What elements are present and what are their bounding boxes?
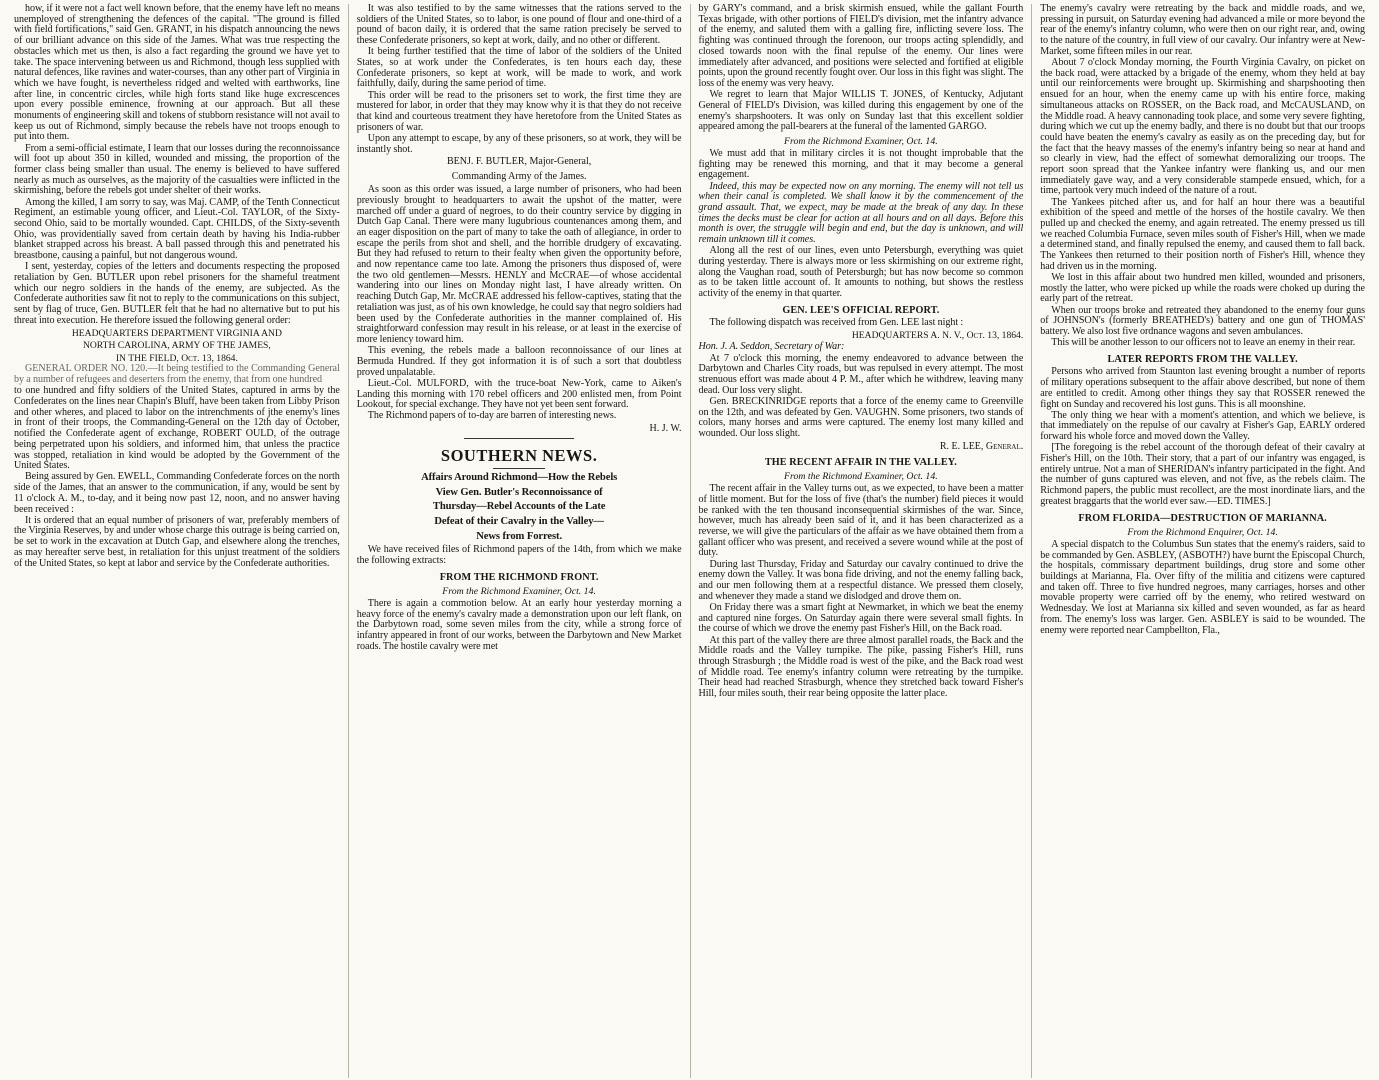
subheadline-line: Thursday—Rebel Accounts of the Late <box>432 501 606 513</box>
paragraph: Indeed, this may be expected now on any morning. The enemy will not tell us when their canal is completed. We shall know it by the commencement of the grand assault. That, we expect, may be made at the break of any day. In these times the decks must be clear for action at all hours and on all days. Before this month is over, the struggle will begin and end, but the day is unknown, and will remain unknown till it comes. <box>698 180 1024 246</box>
paragraph: As soon as this order was issued, a large number of prisoners, who had been previously brought to headquarters to await the upshot of the matter, were marched off under a guard of negroes, to do their country service by digging in Dutch Gap Canal. There were many lugubrious countenances among them, and an eager disposition on the part of many to take the oath of allegiance, in order to escape the perils from shot and shell, and the horrible drudgery of excavating. But they had refused to return to their fealty when given the opportunity before, and now repentance came too late. Among the prisoners thus disposed of, were the two old gentlemen—Messrs. HENLY and McCRAE—of whose accidental wandering into our lines on Monday night last, I have already written. On reaching Dutch Gap, Mr. McCRAE addressed his fellow-captives, stating that the retaliation was just, as of his own knowledge, he could say that negro soldiers had been used by the Confederate authorities in the manner complained of. His straightforward confession may result in his release, or at least in the exercise of more leniency toward him. <box>356 184 682 345</box>
section-headline: SOUTHERN NEWS. <box>440 446 598 466</box>
paragraph: It was also testified to by the same witnesses that the rations served to the soldiers of the United States, so to labor, is one pound of flour and one-third of a pound of bacon daily, it is ordered that the same ration precisely be served to these Confederate prisoners, so kept at work, daily, and no other or different. <box>356 3 682 47</box>
paragraph: We lost in this affair about two hundred men killed, wounded and prisoners, mostly the latter, who were picked up while the roads were choked up during the early part of the retreat. <box>1040 272 1365 305</box>
paragraph: There is again a commotion below. At an early hour yesterday morning a heavy force of the enemy's cavalry made a demonstration upon our left flank, on the Darbytown road, some seven miles from the city, while a strong force of infantry appeared in front of our works, between the Darbytown and New Market roads. The hostile cavalry were met <box>356 597 682 652</box>
column-4 <box>1031 4 1373 1078</box>
paragraph: Among the killed, I am sorry to say, was Maj. CAMP, of the Tenth Connecticut Regiment, an estimable young officer, and Lieut.-Col. TAYLOR, of the Sixty-second Ohio, said to be mortally wounded. Capt. CHILDS, of the Sixty-seventh Ohio, was providentially saved from certain death by having his India-rubber blanket strapped across his breast. A ball passed through this and penetrated his breastbone, causing a painful, but not dangerous wound. <box>14 196 340 262</box>
subheadline-line: View Gen. Butler's Reconnoissance of <box>435 486 603 498</box>
section-divider <box>464 438 574 439</box>
paragraph: During last Thursday, Friday and Saturday our cavalry continued to drive the enemy down the Valley. It was bona fide driving, and not the enemy falling back, and our men following them at a respectful distance. We pressed them closely, and whenever they made a stand we dislodged and drove them on. <box>698 558 1024 602</box>
paragraph: The Yankees pitched after us, and for half an hour there was a beautiful exhibition of the speed and mettle of the horses of the hostile cavalry. We then pulled up and checked the enemy, and again retreated. The enemy pressed us till we reached Columbia Furnace, seven miles south of Fisher's Hill, when we made a determined stand, and finally repulsed the enemy, and caused them to fall back. The Yankees then returned to their position north of Fisher's Hill, whence they had driven us in the morning. <box>1040 196 1365 272</box>
paragraph: Being assured by Gen. EWELL, Commanding Confederate forces on the north side of the James, that an answer to the communication, if any, would be sent by 11 o'clock A. M., to-day, and it being now past 12, noon, and no answer having been received : <box>14 471 340 515</box>
paragraph: how, if it were not a fact well known before, that the enemy have left no means unemployed of strengthening the defences of the capital. "The ground is filled with field fortifications," said Gen. GRANT, in his dispatch announcing the news of our brilliant advance on this side of the James. What was true respecting the obstacles which met us then, is also a fact regarding the ground we have yet to take. The space intervening between us and Richmond, though less supplied with natural defences, like ravines and water-courses, than any other part of Virginia in which we have fought, is nevertheless ridged and welted with earthworks, line after line, in concentric circles, while high forts stand like huge excrescences upon every possible eminence, frowning at our approach. But all these monuments of engineering skill and tokens of stubborn resistance will not avail to keep us out of Richmond, simply because the rebels have not troops enough to put into them. <box>14 3 340 143</box>
signature-line: Commanding Army of the James. <box>451 170 587 182</box>
paragraph: It is ordered that an equal number of prisoners of war, preferably members of the Virginia Reserves, by and under whose charge this outrage is being carried on, be set to work in the excavation at Dutch Gap, and elsewhere along the trenches, as may hereafter serve best, in retaliation for this unjust treatment of the soldiers of the United States, so kept at labor and service by the Confederate authorities. <box>14 514 340 569</box>
paragraph: About 7 o'clock Monday morning, the Fourth Virginia Cavalry, on picket on the back road, were attacked by a brigade of the enemy, whom they held at bay until our reinforcements were brought up. Skirmishing and sharpshooting then ensued for an hour, when the enemy came up with his entire force, making simultaneous attacks on ROSSER, on the Back road, and McCAUSLAND, on the Middle road. A heavy cannonading took place, and some very severe fighting, during which we cut up the enemy badly, and there is no doubt but that our troops could have beaten the enemy's cavalry as easily as on the preceding day, but for the fact that the heavy masses of the enemy's infantry being so near at hand and so clearly in view, had the effect of somewhat demoralizing our troops. The report soon spread that the Yankee infantry were flanking us, and our men immediately gave way, and a very considerable stampede ensued, which, for a time, partook very much indeed of the nature of a rout. <box>1040 57 1365 197</box>
signature-line: R. E. LEE, General. <box>939 440 1024 452</box>
order-header-line: HEADQUARTERS DEPARTMENT VIRGINIA AND <box>71 327 282 339</box>
source-line: From the Richmond Examiner, Oct. 14. <box>784 135 938 147</box>
paragraph: Gen. BRECKINRIDGE reports that a force of the enemy came to Greenville on the 12th, and was defeated by Gen. VAUGHN. Some prisoners, two stands of colors, many horses and arms were captured. The enemy lost many killed and wounded. Our loss slight. <box>698 396 1024 440</box>
paragraph: It being further testified that the time of labor of the soldiers of the United States, so at work under the Confederates, is ten hours each day, these Confederate prisoners, so kept at work, will be made to work, and work faithfully, daily, during the same period of time. <box>356 46 682 90</box>
paragraph: Lieut.-Col. MULFORD, with the truce-boat New-York, came to Aiken's Landing this morning with 170 rebel officers and 200 enlisted men, from Point Lookout, for special exchange. They have not yet been sent forward. <box>356 377 682 411</box>
paragraph: The recent affair in the Valley turns out, as we expected, to have been a matter of little moment. But for the loss of five (that's the number) field pieces it would be ranked with the ten thousand inconsequential skirmishes of the war. Since, however, much has already been said of it, and it has been characterized as a reverse, we will give the particulars of the affair as we have obtained them from a gallant officer who was present, and received a severe wound while at the post of duty. <box>698 483 1024 559</box>
column-2 <box>348 4 690 1078</box>
paragraph: A special dispatch to the Columbus Sun states that the enemy's raiders, said to be commanded by Gen. ASBLEY, (ASBOTH?) have burnt the Episcopal Church, the hospitals, commissary department buildings, drug store and some other buildings at Marianna, Fla. Over fifty of the militia and citizens were captured and taken off. Three to five hundred negroes, many carriages, horses and other movable property were carried off by the enemy, who retired westward on Wednesday. We lost at Marianna six killed and seven wounded, as far as heard from. The enemy's loss was larger. Gen. ASBLEY is said to be wounded. The enemy were reported near Campbellton, Fla., <box>1040 538 1365 636</box>
source-line: From the Richmond Examiner, Oct. 14. <box>442 585 596 597</box>
sub-section-heading: FROM THE RICHMOND FRONT. <box>439 571 599 583</box>
paragraph: This will be another lesson to our officers not to leave an enemy in their rear. <box>1051 337 1356 349</box>
paragraph: At 7 o'clock this morning, the enemy endeavored to advance between the Darbytown and Charles City roads, but was repulsed in every attempt. The most strenuous effort was made about 4 P. M., after which he withdrew, leaving many dead. Our loss very slight. <box>698 352 1024 396</box>
paragraph: to one hundred and fifty soldiers of the United States, captured in arms by the Confederates on the lines near Chapin's Bluff, have been taken from Libby Prison and other wheres, and placed to labor on the intrenchments of jthe enemy's lines in front of their troops, the Commanding-General on the 12th day of October, notified the Confederate agent of exchange, ROBERT OULD, of the outrage being perpetrated upon his soldiers, and informed him, that unless the practice was stopped, retaliation in kind would be adopted by the Government of the United States. <box>14 385 340 472</box>
order-header-line: IN THE FIELD, Oct. 13, 1864. <box>115 352 238 364</box>
paragraph: The only thing we hear with a moment's attention, and which we believe, is that immediately on the repulse of our cavalry at Fisher's Gap, EARLY ordered forward his whole force and moved down the Valley. <box>1040 409 1365 443</box>
headline-divider <box>493 468 545 469</box>
addressee: Hon. J. A. Seddon, Secretary of War: <box>698 341 845 353</box>
paragraph: Along all the rest of our lines, even unto Petersburgh, everything was quiet during yesterday. There is always more or less skirmishing on our extreme right, along the Vaughan road, south of Petersburgh; but has now become so common as to be taken little account of. It amounts to nothing, but shows the restless activity of the enemy in that quarter. <box>698 245 1024 300</box>
paragraph: Upon any attempt to escape, by any of these prisoners, so at work, they will be instantly shot. <box>356 132 682 155</box>
column-3 <box>690 4 1032 1078</box>
subheadline-line: Affairs Around Richmond—How the Rebels <box>421 472 618 484</box>
sub-section-heading: LATER REPORTS FROM THE VALLEY. <box>1107 354 1298 365</box>
paragraph: At this part of the valley there are three almost parallel roads, the Back and the Middle roads and the Valley turnpike. The pike, passing Fisher's Hill, runs through Strasburgh ; the Middle road is west of the pike, and the Back road west of Middle road. Tee enemy's infantry column were retreating by the turnpike. Their head had reached Strasburgh, whence they stretched back toward Fisher's Hill, four miles south, their rear being opposite the latter place. <box>698 634 1024 700</box>
sub-section-heading: GEN. LEE'S OFFICIAL REPORT. <box>782 304 940 316</box>
sub-section-heading: THE RECENT AFFAIR IN THE VALLEY. <box>764 456 957 468</box>
source-line: From the Richmond Examiner, Oct. 14. <box>784 471 938 483</box>
paragraph: Persons who arrived from Staunton last evening brought a number of reports of military operations subsequent to the affair above described, but none of them are entitled to credit. Among other things they say that ROSSER renewed the fight on Sunday and recovered his lost guns. This is all moonshine. <box>1040 366 1365 410</box>
paragraph: The enemy's cavalry were retreating by the back and middle roads, and we, pressing in pursuit, on Saturday evening had advanced a mile or more beyond the rear of the enemy's infantry column, who were then on our right rear, and, owing to the nature of the country, in full view of our cavalry. Our infantry were at New-Market, some fifteen miles in our rear. <box>1040 3 1365 57</box>
paragraph: We have received files of Richmond papers of the 14th, from which we make the following extracts: <box>356 544 682 566</box>
paragraph: On Friday there was a smart fight at Newmarket, in which we beat the enemy and captured nine forges. On Saturday again there were several small fights. In the course of which we drove the enemy past Fisher's Hill, on the Back road. <box>698 601 1024 635</box>
paragraph: GENERAL ORDER NO. 120.—It being testified to the Commanding General by a number of refugees and deserters from the enemy, that from one hundred <box>14 363 340 386</box>
paragraph: The Richmond papers of to-day are barren of interesting news. <box>367 410 617 422</box>
paragraph: We regret to learn that Major WILLIS T. JONES, of Kentucky, Adjutant General of FIELD's Division, was killed during this engagement by one of the enemy's sharpshooters. It was only on Sunday last that this excellent soldier appeared among the pall-bearers at the funeral of the lamented GARGO. <box>698 89 1024 133</box>
order-header-line: NORTH CAROLINA, ARMY OF THE JAMES, <box>82 340 271 352</box>
column-1 <box>6 4 348 1078</box>
paragraph: This order will be read to the prisoners set to work, the first time they are mustered for labor, in order that they may know why it is that they do not receive that kind and courteous treatment they have heretofore from the United States as prisoners of war. <box>356 89 682 133</box>
source-line: From the Richmond Enquirer, Oct. 14. <box>1127 526 1278 538</box>
signature-line: BENJ. F. BUTLER, Major-General, <box>446 156 592 168</box>
dateline: HEADQUARTERS A. N. V., Oct. 13, 1864. <box>851 329 1024 341</box>
paragraph: When our troops broke and retreated they abandoned to the enemy four guns of JOHNSON's (formerly BREATHED's) battery and one gun of THOMAS' battery. We also lost five ordnance wagons and seven ambulances. <box>1040 304 1365 338</box>
paragraph: This evening, the rebels made a balloon reconnoissance of our lines at Bermuda Hundred. If they got information it is of such a sort that doubtless proved unpalatable. <box>356 345 682 378</box>
paragraph: The following dispatch was received from Gen. LEE last night : <box>709 317 964 329</box>
subheadline-line: News from Forrest. <box>476 530 562 542</box>
paragraph: [The foregoing is the rebel account of the thorough defeat of their cavalry at Fisher's Hill, on the 10th. Their story, that a part of our infantry was engaged, is entirely untrue. Not a man of SHERIDAN's infantry participated in the fight. And the number of guns captured was eleven, and not five, as the rebels claim. The Richmond papers, the public must recollect, are the most inordinate liars, and the greatest braggarts that the world ever saw.—ED. TIMES.] <box>1040 442 1365 507</box>
paragraph: by GARY's command, and a brisk skirmish ensued, while the gallant Fourth Texas brigade, with other portions of FIELD's division, met the infantry advance of the enemy, and saluted them with a galling fire, inflicting severe loss. The fighting was continued through the forenoon, our troops acting splendidly, and closed towards noon with the final repulse of the enemy. Our lines were immediately after advanced, and positions were selected and fortified at eligible points, upon the ground recently fought over. Our loss in this fight was slight. The loss of the enemy was very heavy. <box>698 3 1024 89</box>
paragraph: From a semi-official estimate, I learn that our losses during the reconnoissance will foot up about 350 in killed, wounded and missing, the proportion of the former class being smaller than usual. The enemy is believed to have suffered nearly as much as ourselves, as the majority of the casualties were inflicted in the skirmishing, before the rebels got under shelter of their works. <box>14 142 340 197</box>
correspondent-initials: H. J. W. <box>649 423 682 435</box>
subheadline-line: Defeat of their Cavalry in the Valley— <box>434 515 604 527</box>
paragraph: I sent, yesterday, copies of the letters and documents respecting the proposed retaliation by Gen. BUTLER upon rebel prisoners for the shameful treatment which our negro soldiers in the hands of the enemy, are subjected. As the Confederate authorities saw fit not to reply to the communications on this subject, sent by flag of truce, Gen. BUTLER felt that he had no alternative but to put his threat into execution. He therefore issued the following general order: <box>14 261 340 326</box>
paragraph: We must add that in military circles it is not thought improbable that the fighting may be renewed this morning, and that it may become a general engagement. <box>698 147 1024 181</box>
sub-section-heading: FROM FLORIDA—DESTRUCTION OF MARIANNA. <box>1078 512 1327 524</box>
